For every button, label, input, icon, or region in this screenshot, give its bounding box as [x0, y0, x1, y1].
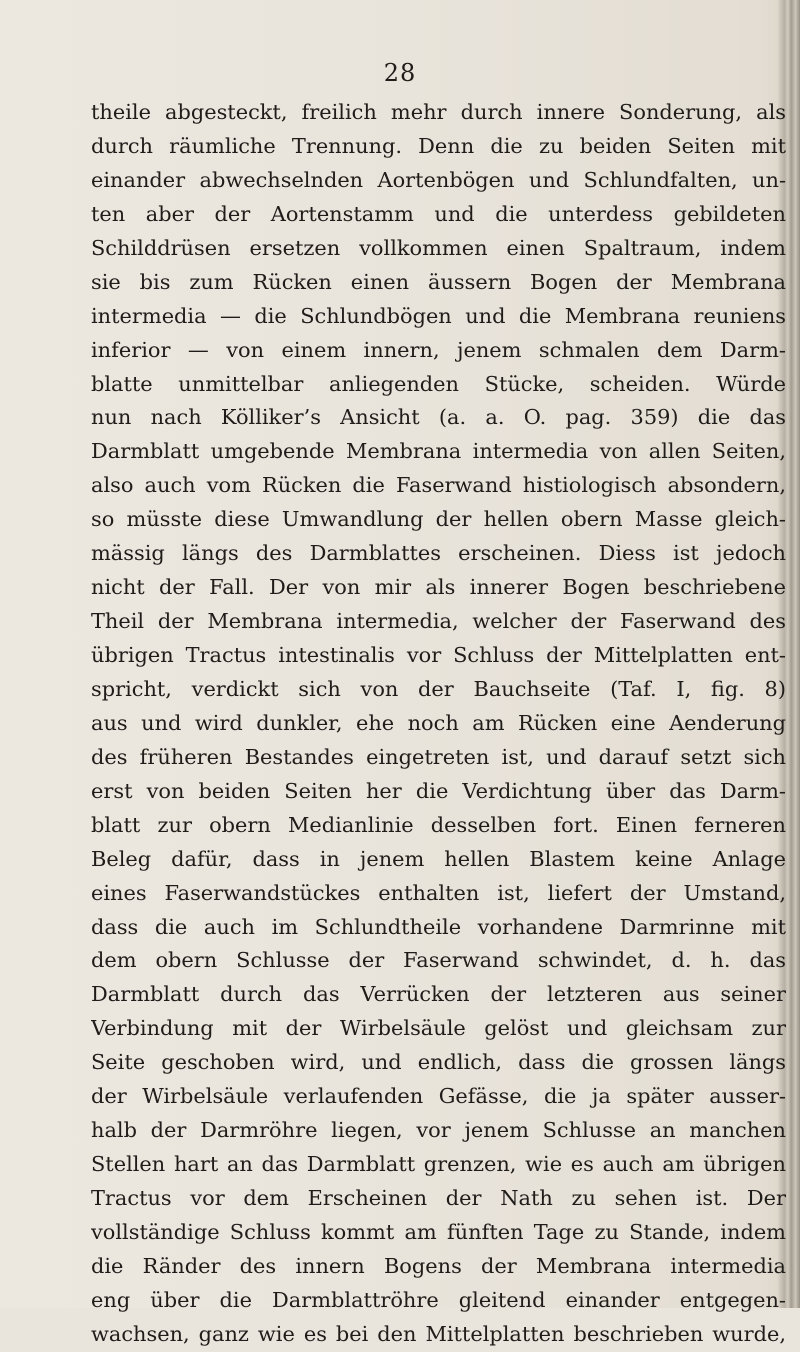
text-line: eng über die Darmblattröhre gleitend einander entgegen-: [91, 1287, 786, 1312]
text-line: vollständige Schluss kommt am fünften Tage zu Stande, indem: [91, 1219, 786, 1244]
text-line: so müsste diese Umwandlung der hellen obern Masse gleich-: [91, 507, 786, 532]
text-line: des früheren Bestandes eingetreten ist, und darauf setzt sich: [91, 744, 786, 769]
body-text: [91, 96, 786, 1352]
text-line: Beleg dafür, dass in jenem hellen Blastem keine Anlage: [91, 846, 786, 871]
text-line: intermedia — die Schlundbögen und die Membrana reuniens: [91, 303, 786, 328]
text-line: dem obern Schlusse der Faserwand schwindet, d. h. das: [91, 948, 786, 973]
text-line: aus und wird dunkler, ehe noch am Rücken eine Aenderung: [91, 710, 786, 735]
text-line: blatte unmittelbar anliegenden Stücke, scheiden. Würde: [91, 371, 786, 396]
text-line: dass die auch im Schlundtheile vorhandene Darmrinne mit: [91, 914, 786, 939]
text-line: Schilddrüsen ersetzen vollkommen einen Spaltraum, indem: [91, 235, 786, 260]
text-line: Verbindung mit der Wirbelsäule gelöst und gleichsam zur: [91, 1016, 786, 1041]
text-line: theile abgesteckt, freilich mehr durch innere Sonderung, als: [91, 100, 786, 124]
text-line: blatt zur obern Medianlinie desselben fort. Einen ferneren: [91, 812, 786, 837]
page-number: 28: [383, 59, 417, 87]
text-line: Darmblatt umgebende Membrana intermedia von allen Seiten,: [91, 439, 786, 464]
text-line: sie bis zum Rücken einen äussern Bogen der Membrana: [91, 269, 786, 294]
text-line: übrigen Tractus intestinalis vor Schluss der Mittelplatten ent-: [91, 643, 786, 667]
text-line: mässig längs des Darmblattes erscheinen. Diess ist jedoch: [91, 541, 786, 566]
text-line: inferior — von einem innern, jenem schmalen dem Darm-: [91, 337, 786, 362]
text-line: Darmblatt durch das Verrücken der letzteren aus seiner: [91, 982, 786, 1007]
text-line: ten aber der Aortenstamm und die unterdess gebildeten: [91, 201, 786, 226]
text-line: halb der Darmröhre liegen, vor jenem Schlusse an manchen: [91, 1118, 786, 1143]
text-line: Theil der Membrana intermedia, welcher der Faserwand des: [91, 609, 786, 634]
text-line: also auch vom Rücken die Faserwand histiologisch absondern,: [91, 473, 786, 498]
text-line: einander abwechselnden Aortenbögen und Schlundfalten, un-: [91, 167, 786, 192]
text-line: der Wirbelsäule verlaufenden Gefässe, die ja später ausser-: [91, 1084, 786, 1109]
text-line: Tractus vor dem Erscheinen der Nath zu sehen ist. Der: [91, 1186, 786, 1210]
text-line: Seite geschoben wird, und endlich, dass die grossen längs: [91, 1050, 786, 1075]
text-line: die Ränder des innern Bogens der Membrana intermedia: [91, 1253, 786, 1278]
text-line: eines Faserwandstückes enthalten ist, liefert der Umstand,: [91, 880, 786, 905]
text-line: durch räumliche Trennung. Denn die zu beiden Seiten mit: [91, 133, 786, 158]
text-line: nun nach Kölliker’s Ansicht (a. a. O. pag. 359) die das: [91, 405, 786, 430]
text-line: wachsen, ganz wie es bei den Mittelplatten beschrieben wurde,: [91, 1321, 786, 1346]
text-line: nicht der Fall. Der von mir als innerer Bogen beschriebene: [91, 575, 786, 600]
text-line: erst von beiden Seiten her die Verdichtung über das Darm-: [91, 778, 786, 803]
text-line: spricht, verdickt sich von der Bauchseite (Taf. I, fig. 8): [91, 676, 786, 701]
text-line: Stellen hart an das Darmblatt grenzen, wie es auch am übrigen: [91, 1152, 786, 1177]
